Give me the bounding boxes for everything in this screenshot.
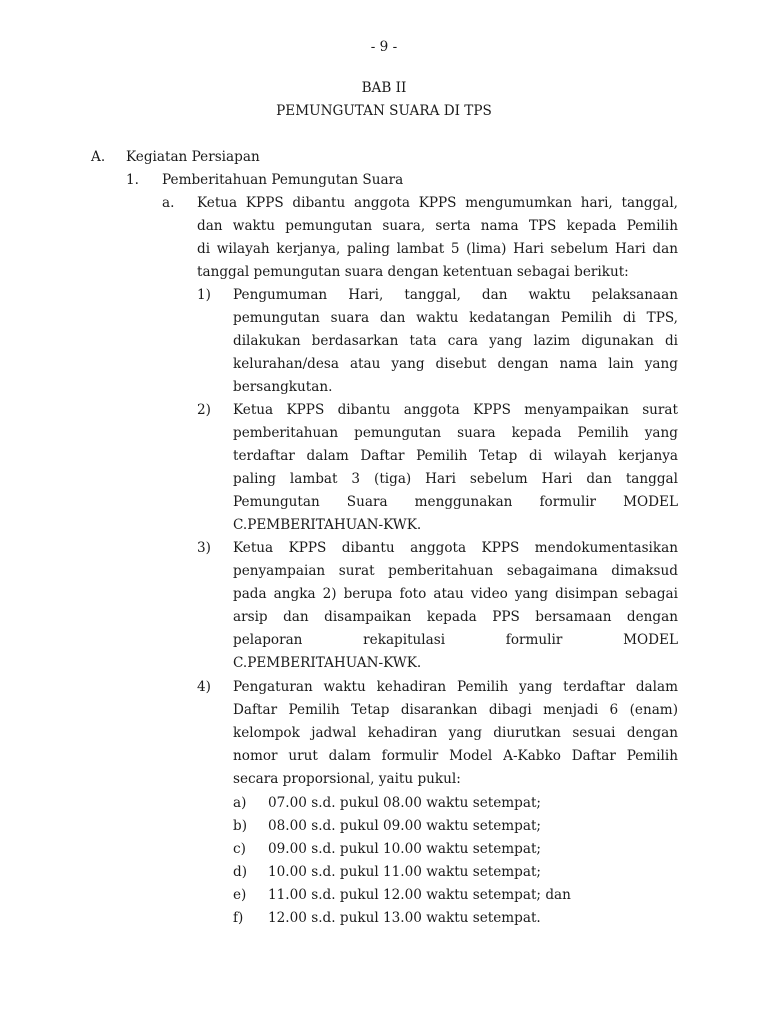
- subitem-3-line-3: pada angka 2) berupa foto atau video yang disimpan sebagai: [233, 586, 678, 602]
- subitem-2-line-6: C.PEMBERITAHUAN-KWK.: [233, 517, 422, 533]
- subitem-3-line-4: arsip dan disampaikan kepada PPS bersamaan dengan: [233, 609, 678, 625]
- schedule-d-text: 10.00 s.d. pukul 11.00 waktu setempat;: [268, 864, 542, 880]
- schedule-f-marker: f): [233, 910, 244, 926]
- subitem-1-line-3: dilakukan berdasarkan tata cara yang lazim digunakan di: [233, 333, 678, 349]
- schedule-c-text: 09.00 s.d. pukul 10.00 waktu setempat;: [268, 841, 542, 857]
- chapter-title: PEMUNGUTAN SUARA DI TPS: [276, 103, 492, 119]
- subitem-1-line-5: bersangkutan.: [233, 379, 333, 395]
- schedule-f-text: 12.00 s.d. pukul 13.00 waktu setempat.: [268, 910, 541, 926]
- schedule-a-marker: a): [233, 795, 247, 811]
- section-a-marker: A.: [91, 149, 106, 165]
- subitem-2-line-3: terdaftar dalam Daftar Pemilih Tetap di wilayah kerjanya: [233, 448, 678, 464]
- subitem-2-line-4: paling lambat 3 (tiga) Hari sebelum Hari dan tanggal: [233, 471, 678, 487]
- subitem-4-marker: 4): [197, 679, 211, 695]
- item-a-line-4: tanggal pemungutan suara dengan ketentuan sebagai berikut:: [197, 264, 629, 280]
- subitem-1-line-1: Pengumuman Hari, tanggal, dan waktu pelaksanaan: [233, 287, 678, 303]
- subitem-3-marker: 3): [197, 540, 211, 556]
- item-1-title: Pemberitahuan Pemungutan Suara: [162, 172, 404, 188]
- schedule-b-text: 08.00 s.d. pukul 09.00 waktu setempat;: [268, 818, 542, 834]
- subitem-3-line-1: Ketua KPPS dibantu anggota KPPS mendokumentasikan: [233, 540, 678, 556]
- schedule-d-marker: d): [233, 864, 248, 880]
- section-a-title: Kegiatan Persiapan: [126, 149, 260, 165]
- subitem-3-line-5: pelaporan rekapitulasi formulir MODEL: [233, 632, 678, 648]
- item-a-line-3: di wilayah kerjanya, paling lambat 5 (lima) Hari sebelum Hari dan: [197, 241, 678, 257]
- schedule-e-marker: e): [233, 887, 247, 903]
- subitem-1-line-2: pemungutan suara dan waktu kedatangan Pemilih di TPS,: [233, 310, 678, 326]
- subitem-4-line-5: secara proporsional, yaitu pukul:: [233, 771, 461, 787]
- subitem-4-line-3: kelompok jadwal kehadiran yang diurutkan sesuai dengan: [233, 725, 678, 741]
- schedule-a-text: 07.00 s.d. pukul 08.00 waktu setempat;: [268, 795, 542, 811]
- page-number: - 9 -: [370, 39, 398, 55]
- subitem-3-line-6: C.PEMBERITAHUAN-KWK.: [233, 655, 422, 671]
- item-a-line-1: Ketua KPPS dibantu anggota KPPS mengumumkan hari, tanggal,: [197, 195, 678, 211]
- chapter-number: BAB II: [361, 80, 407, 96]
- schedule-b-marker: b): [233, 818, 248, 834]
- item-a-line-2: dan waktu pemungutan suara, serta nama TPS kepada Pemilih: [197, 218, 678, 234]
- item-a-marker: a.: [162, 195, 175, 211]
- subitem-4-line-4: nomor urut dalam formulir Model A-Kabko Daftar Pemilih: [233, 748, 678, 764]
- subitem-2-line-1: Ketua KPPS dibantu anggota KPPS menyampaikan surat: [233, 402, 678, 418]
- schedule-e-text: 11.00 s.d. pukul 12.00 waktu setempat; dan: [268, 887, 571, 903]
- subitem-3-line-2: penyampaian surat pemberitahuan sebagaimana dimaksud: [233, 563, 678, 579]
- subitem-1-line-4: kelurahan/desa atau yang disebut dengan nama lain yang: [233, 356, 678, 372]
- schedule-c-marker: c): [233, 841, 246, 857]
- subitem-2-marker: 2): [197, 402, 211, 418]
- item-1-marker: 1.: [126, 172, 139, 188]
- subitem-1-marker: 1): [197, 287, 211, 303]
- subitem-2-line-2: pemberitahuan pemungutan suara kepada Pemilih yang: [233, 425, 678, 441]
- subitem-4-line-2: Daftar Pemilih Tetap disarankan dibagi menjadi 6 (enam): [233, 702, 678, 718]
- subitem-2-line-5: Pemungutan Suara menggunakan formulir MODEL: [233, 494, 678, 510]
- subitem-4-line-1: Pengaturan waktu kehadiran Pemilih yang terdaftar dalam: [233, 679, 678, 695]
